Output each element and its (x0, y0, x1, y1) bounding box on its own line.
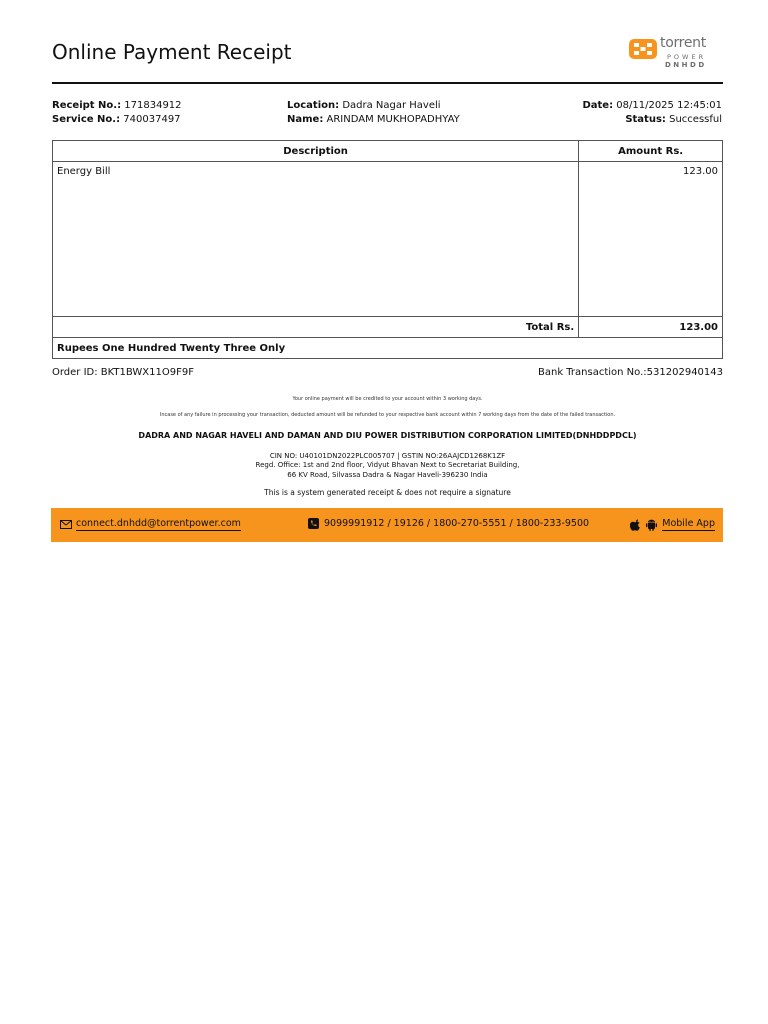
receipt-meta-right (582, 99, 722, 127)
mobile-app-link[interactable]: Mobile App (662, 518, 715, 529)
receipt-no-value: 171834912 (124, 100, 182, 111)
logo-wordmark: torrent (660, 35, 706, 51)
service-no-value: 740037497 (123, 114, 181, 125)
refund-note: Incase of any failure in processing your transaction, deducted amount will be refunded to your respective bank account within 7 working days from the date of the failed transaction. (159, 412, 616, 418)
date-value: 08/11/2025 12:45:01 (616, 100, 722, 111)
company-name: DADRA AND NAGAR HAVELI AND DAMAN AND DIU POWER DISTRIBUTION CORPORATION LIMITED(DNHDDPDCL) (138, 431, 637, 440)
item-amount: 123.00 (579, 162, 723, 317)
email-contact[interactable] (60, 518, 241, 531)
table-header-row (53, 141, 723, 162)
phone-contact (308, 518, 589, 529)
payment-items-table (52, 140, 723, 359)
order-id: Order ID: BKT1BWX11O9F9F (52, 367, 194, 378)
name-label: Name: (287, 114, 324, 125)
receipt-header (52, 36, 723, 84)
name-row (287, 113, 460, 127)
service-no-row (52, 113, 182, 127)
total-row (53, 317, 723, 338)
service-no-label: Service No.: (52, 114, 121, 125)
registered-office-line1: Regd. Office: 1st and 2nd floor, Vidyut Bhavan Next to Secretariat Building, (255, 461, 520, 469)
location-label: Location: (287, 100, 340, 111)
amount-words-row (53, 338, 723, 359)
torrent-power-logo (627, 36, 723, 72)
date-row (582, 99, 722, 113)
receipt-meta-middle (287, 99, 460, 127)
receipt-no-row (52, 99, 182, 113)
system-generated-note: This is a system generated receipt & does not require a signature (264, 488, 511, 497)
status-row (582, 113, 722, 127)
status-label: Status: (625, 114, 666, 125)
mail-icon (60, 520, 72, 529)
cin-gstin: CIN NO: U40101DN2022PLC005707 | GSTIN NO:26AAJCD1268K1ZF (269, 452, 506, 460)
receipt-no-label: Receipt No.: (52, 100, 122, 111)
name-value: ARINDAM MUKHOPADHYAY (326, 114, 460, 125)
registered-office-line2: 66 KV Road, Silvassa Dadra & Nagar Haveli-396230 India (287, 471, 488, 479)
amount-in-words: Rupees One Hundred Twenty Three Only (53, 338, 723, 359)
bank-transaction-no: Bank Transaction No.:531202940143 (538, 367, 723, 378)
phone-numbers: 9099991912 / 19126 / 1800-270-5551 / 1800-233-9500 (324, 518, 590, 529)
mobile-app-contact[interactable] (630, 518, 715, 531)
android-icon (646, 519, 657, 531)
logo-dnhdd-text: DNHDD (665, 61, 707, 69)
phone-icon (308, 518, 319, 529)
location-row (287, 99, 460, 113)
description-header: Description (53, 141, 579, 162)
date-label: Date: (582, 100, 614, 111)
total-label: Total Rs. (53, 317, 579, 338)
logo-power-text: POWER (667, 53, 707, 61)
amount-header: Amount Rs. (579, 141, 723, 162)
item-description: Energy Bill (53, 162, 579, 317)
status-value: Successful (669, 114, 722, 125)
receipt-meta-left (52, 99, 182, 127)
table-row (53, 162, 723, 317)
torrent-logo-icon (629, 39, 657, 59)
contact-footer (51, 508, 723, 542)
total-value: 123.00 (579, 317, 723, 338)
page-title: Online Payment Receipt (52, 40, 292, 64)
location-value: Dadra Nagar Haveli (342, 100, 441, 111)
email-link[interactable]: connect.dnhdd@torrentpower.com (76, 518, 241, 529)
credit-note: Your online payment will be credited to your account within 3 working days. (292, 396, 483, 402)
apple-icon (630, 519, 641, 531)
